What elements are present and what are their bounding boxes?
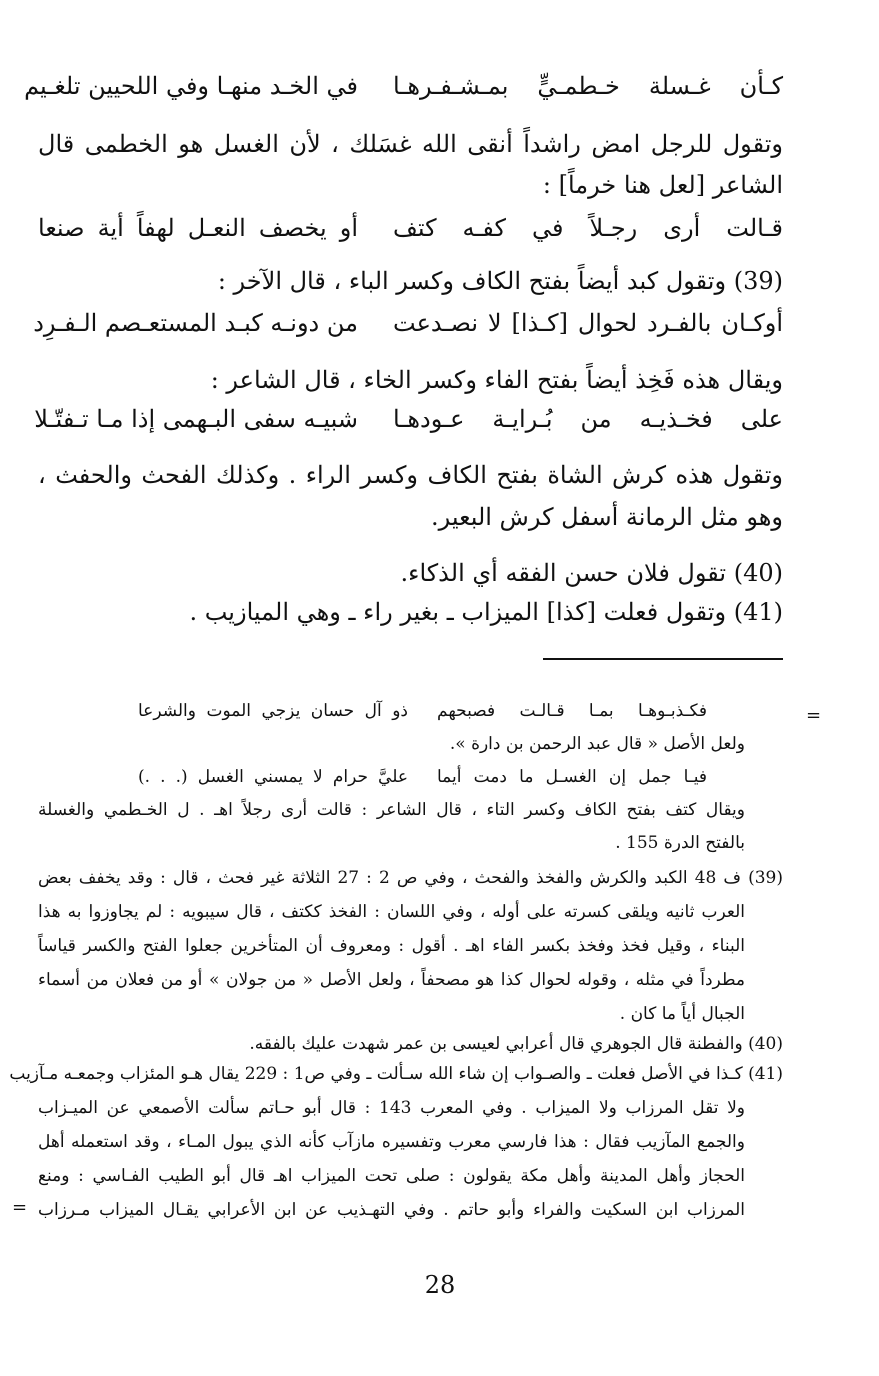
paragraph-line: (40) تقول فلان حسن الفقه أي الذكاء. — [400, 559, 783, 587]
footnote-40-line: (40) والفطنة قال الجوهري قال أعرابي لعيسى بن عمر شهدت عليك بالفقه. — [249, 1034, 783, 1054]
verse-hemistich-right: أوكـان بالفـرد لحوال [كـذا] لا نصـدعت — [393, 309, 783, 337]
verse-hemistich-left: في الخـد منهـا وفي اللحيين تلغـيم — [24, 72, 358, 100]
verse-hemistich-left: شبيـه سفى البـهمى إذا مـا تـفتّـلا — [34, 405, 358, 433]
continuation-mark: = — [806, 705, 822, 726]
paragraph-line: وتقول هذه كرش الشاة بفتح الكاف وكسر الراء . وكذلك الفحث والحفث ، — [38, 461, 783, 489]
footnote-39-line: البناء ، وقيل فخذ وفخذ بكسر الفاء اهـ . أقول : ومعروف أن المتأخرين جعلوا الفتح والكسر قياساً — [38, 936, 745, 956]
footnote-39-line: مطرداً في مثله ، وقوله لحوال كذا هو مصحفاً ، ولعل الأصل « من جولان » أو من فعلان من أسماء — [38, 970, 745, 990]
footnote-line: بالفتح الدرة 155 . — [615, 833, 745, 853]
page-number: 28 — [424, 1271, 456, 1299]
footnote-41-line: الحجاز وأهل المدينة وأهل مكة يقولون : صلى تحت الميزاب اهـ قال أبو الطيب الفـاسي : ومنع — [38, 1166, 745, 1186]
footnote-line: ولعل الأصل « قال عبد الرحمن بن دارة ». — [449, 734, 745, 754]
verse-line — [34, 401, 783, 437]
verse-hemistich-left: أو يخصف النعـل لهفاً أية صنعا — [38, 214, 358, 242]
footnote-verse — [138, 763, 707, 791]
footnote-41-line: والجمع المآزيب فقال : هذا فارسي معرب وتفسيره مازآب كأنه الذي يبول المـاء ، وقد استعمله أهل — [38, 1132, 745, 1152]
paragraph-line: وتقول للرجل امض راشداً أنقى الله غسَلك ، لأن الغسل هو الخطمى قال — [38, 130, 783, 158]
footnote-39-line: الجبال أياً ما كان . — [619, 1004, 745, 1024]
verse-line — [38, 210, 783, 246]
verse-line — [33, 305, 783, 341]
footnote-39-line: العرب ثانيه ويلقى كسرته على أوله ، وفي اللسان : الفخذ ككتف ، قال سيبويه : لم يجاوزوا به هذا — [38, 902, 745, 922]
footnote-41-line: ولا تقل المرزاب ولا الميزاب . وفي المعرب 143 : قال أبو حـاتم سألت الأصمعي عن الميـزاب — [38, 1098, 745, 1118]
verse-hemistich-right: فيـا جمل إن الغسـل ما دمت أيما — [437, 767, 707, 787]
verse-hemistich-left: من دونـه كبـد المستعـصم الـفـرِد — [33, 309, 358, 337]
footnote-41-line: (41) كـذا في الأصل فعلت ـ والصـواب إن شاء الله سـألت ـ وفي ص1 : 229 يقال هـو المئزاب وجمعـه مـآزيب — [9, 1064, 783, 1084]
verse-hemistich-left: ذو آل حسان يزجي الموت والشرعا — [138, 701, 408, 721]
paragraph-line: ويقال هذه فَخِذ أيضاً بفتح الفاء وكسر الخاء ، قال الشاعر : — [210, 366, 783, 394]
footnote-39-line: (39) ف 48 الكبد والكرش والفخذ والفحث ، وفي ص 2 : 27 الثلاثة غير فحث ، قال : وقد يخفف بعض — [38, 868, 783, 888]
verse-line — [24, 68, 783, 104]
continuation-mark: = — [12, 1197, 28, 1218]
verse-hemistich-right: كـأن غـسلة خـطمـيٍّ بمـشـفـرهـا — [393, 72, 783, 100]
footnote-separator — [543, 658, 783, 660]
paragraph-line: وهو مثل الرمانة أسفل كرش البعير. — [431, 503, 783, 531]
verse-hemistich-right: قـالت أرى رجـلاً في كفـه كتف — [393, 214, 783, 242]
footnote-verse — [138, 697, 707, 725]
verse-hemistich-right: فكـذبـوهـا بمـا قـالـت فصبحهم — [437, 701, 707, 721]
verse-hemistich-left: عليَّ حرام لا يمسني الغسل (. . .) — [138, 767, 408, 787]
footnote-line: ويقال كتف بفتح الكاف وكسر التاء ، قال الشاعر : قالت أرى رجلاً اهـ . ل الخـطمي والغسلة — [38, 800, 745, 820]
verse-hemistich-right: على فخـذيـه من بُـرايـة عـودهـا — [393, 405, 783, 433]
paragraph-line: الشاعر [لعل هنا خرماً] : — [542, 171, 783, 199]
footnote-41-line: المرزاب ابن السكيت والفراء وأبو حاتم . وفي التهـذيب عن ابن الأعرابي يقـال الميزاب مـرزاب — [38, 1200, 745, 1220]
paragraph-line: (39) وتقول كبد أيضاً بفتح الكاف وكسر الباء ، قال الآخر : — [217, 267, 783, 295]
paragraph-line: (41) وتقول فعلت [كذا] الميزاب ـ بغير راء ـ وهي الميازيب . — [189, 598, 783, 626]
